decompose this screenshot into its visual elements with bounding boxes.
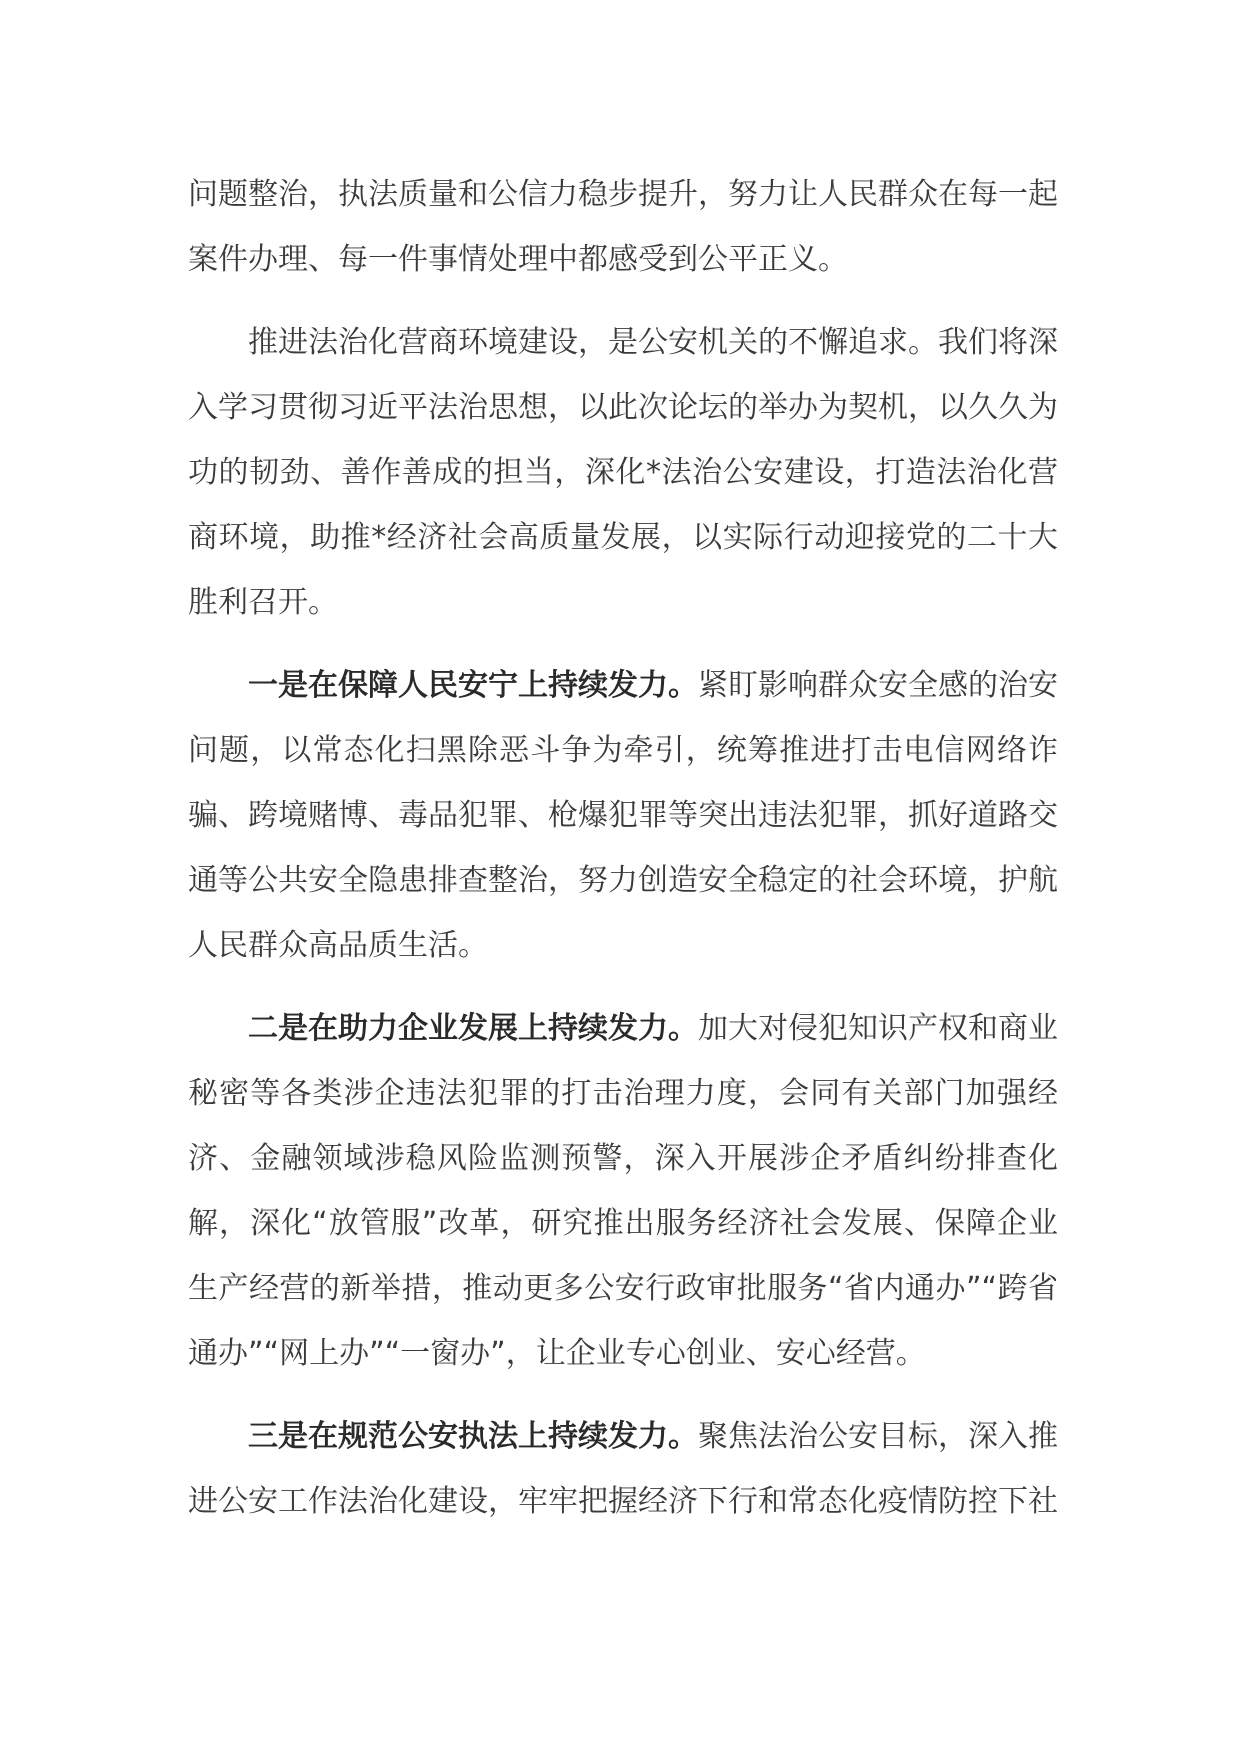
paragraph-point-one <box>188 653 1058 978</box>
paragraph-text: 加大对侵犯知识产权和商业秘密等各类涉企违法犯罪的打击治理力度，会同有关部门加强经济、金融领域涉稳风险监测预警，深入开展涉企矛盾纠纷排查化解，深化“放管服”改革，研究推出服务经济社会发展、保障企业生产经营的新举措，推动更多公安行政审批服务“省内通办”“跨省通办”“网上办”“一窗办”，让企业专心创业、安心经营。 <box>188 1011 1058 1371</box>
paragraph-lead: 一是在保障人民安宁上持续发力。 <box>248 668 698 703</box>
paragraph-text: 紧盯影响群众安全感的治安问题，以常态化扫黑除恶斗争为牵引，统筹推进打击电信网络诈骗、跨境赌博、毒品犯罪、枪爆犯罪等突出违法犯罪，抓好道路交通等公共安全隐患排查整治，努力创造安全稳定的社会环境，护航人民群众高品质生活。 <box>188 668 1058 963</box>
paragraph-text: 问题整治，执法质量和公信力稳步提升，努力让人民群众在每一起案件办理、每一件事情处理中都感受到公平正义。 <box>188 177 1058 277</box>
document-body <box>188 162 1058 1552</box>
paragraph-continuation <box>188 162 1058 292</box>
paragraph-intro <box>188 310 1058 635</box>
paragraph-text: 聚焦法治公安目标，深入推进公安工作法治化建设，牢牢把握经济下行和常态化疫情防控下社 <box>188 1419 1058 1519</box>
paragraph-lead: 三是在规范公安执法上持续发力。 <box>248 1419 698 1454</box>
paragraph-text: 推进法治化营商环境建设，是公安机关的不懈追求。我们将深入学习贯彻习近平法治思想，以此次论坛的举办为契机，以久久为功的韧劲、善作善成的担当，深化*法治公安建设，打造法治化营商环境，助推*经济社会高质量发展，以实际行动迎接党的二十大胜利召开。 <box>188 325 1058 620</box>
paragraph-lead: 二是在助力企业发展上持续发力。 <box>248 1011 698 1046</box>
paragraph-point-three <box>188 1404 1058 1534</box>
paragraph-point-two <box>188 996 1058 1386</box>
